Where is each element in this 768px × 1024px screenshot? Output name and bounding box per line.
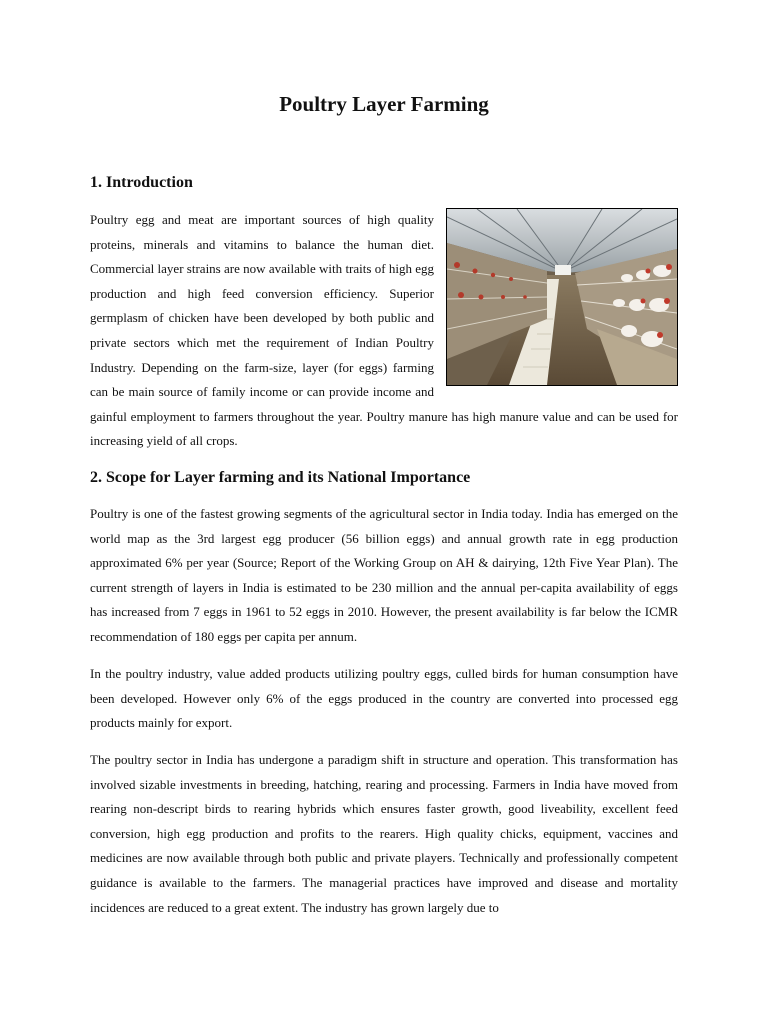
document-title: Poultry Layer Farming	[279, 92, 489, 116]
introduction-block	[90, 208, 678, 454]
section-heading-scope: 2. Scope for Layer farming and its National Importance	[90, 469, 471, 486]
section-heading-introduction: 1. Introduction	[90, 174, 193, 191]
introduction-paragraph: Poultry egg and meat are important sources of high quality proteins, minerals and vitamins to balance the human diet. Commercial layer strains are now available with traits of high egg production and high feed conversion efficiency. Superior germplasm of chicken have been developed by both public and private sectors which met the requirement of Indian Poultry Industry. Depending on the farm-size, layer (for eggs) farming can be main source of family income or can provide income and gainful employment to farmers throughout the year. Poultry manure has high manure value and can be used for increasing yield of all crops.	[90, 212, 678, 449]
poultry-cage-photo	[446, 208, 678, 386]
scope-paragraph-2: In the poultry industry, value added products utilizing poultry eggs, culled birds for human consumption have been developed. However only 6% of the eggs produced in the country are converted into processed egg products mainly for export.	[90, 666, 678, 731]
scope-paragraph-3: The poultry sector in India has undergone a paradigm shift in structure and operation. This transformation has involved sizable investments in breeding, hatching, rearing and processing. Farmers in India have moved from rearing non-descript birds to rearing hybrids which ensures faster growth, good liveability, excellent feed conversion, high egg production and profits to the rearers. High quality chicks, equipment, vaccines and medicines are now available through both public and private players. Technically and professionally competent guidance is available to the farmers. The managerial practices have improved and disease and mortality incidences are reduced to a great extent. The industry has grown largely due to	[90, 752, 678, 915]
scope-paragraph-1: Poultry is one of the fastest growing segments of the agricultural sector in India today. India has emerged on the world map as the 3rd largest egg producer (56 billion eggs) and annual growth rate in egg production approximated 6% per year (Source; Report of the Working Group on AH & dairying, 12th Five Year Plan). The current strength of layers in India is estimated to be 230 million and the annual per-capita availability of eggs has increased from 7 eggs in 1961 to 52 eggs in 2010. However, the present availability is far below the ICMR recommendation of 180 eggs per capita per annum.	[90, 506, 678, 644]
